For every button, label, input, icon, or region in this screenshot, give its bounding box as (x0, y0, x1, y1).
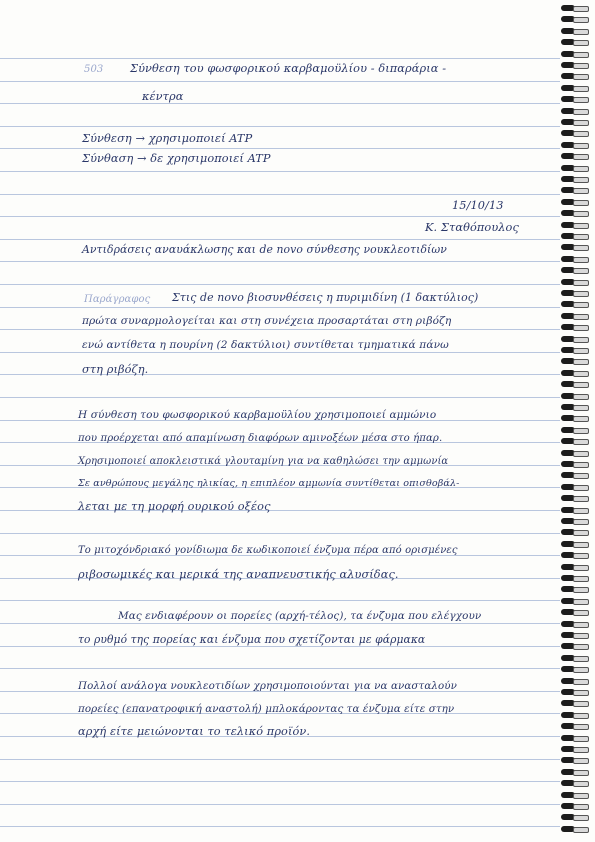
ruled-line (0, 284, 560, 285)
paragraph-label: Παράγραφος (84, 294, 151, 305)
spiral-loop (561, 357, 589, 365)
spiral-loop (561, 768, 589, 776)
spiral-loop (561, 129, 589, 137)
spiral-loop (561, 335, 589, 343)
spiral-loop (561, 426, 589, 434)
spiral-loop (561, 654, 589, 662)
ruled-line (0, 623, 560, 624)
spiral-loop (561, 528, 589, 536)
ruled-line (0, 216, 560, 217)
spiral-loop (561, 540, 589, 548)
spiral-loop (561, 209, 589, 217)
spiral-loop (561, 369, 589, 377)
spiral-loop (561, 585, 589, 593)
spiral-loop (561, 392, 589, 400)
spiral-loop (561, 61, 589, 69)
spiral-loop (561, 266, 589, 274)
spiral-loop (561, 665, 589, 673)
spiral-loop (561, 72, 589, 80)
spiral-loop (561, 460, 589, 468)
para3-line-1: Το μιτοχόνδριακό γονίδιωμα δε κωδικοποιεί ένζυμα πέρα από ορισμένες (78, 545, 458, 556)
spiral-loop (561, 734, 589, 742)
subtitle: Αντιδράσεις αναυάκλωσης και de novo σύνθεσης νουκλεοτιδίων (82, 243, 447, 256)
spiral-loop (561, 289, 589, 297)
author: Κ. Σταθόπουλος (425, 221, 519, 234)
spiral-loop (561, 437, 589, 445)
spiral-loop (561, 677, 589, 685)
para1-line-4: στη ριβόζη. (82, 363, 149, 376)
para2-line-1: Η σύνθεση του φωσφορικού καρβαμοϋλίου χρησιμοποιεί αμμώνιο (78, 409, 437, 421)
spiral-loop (561, 756, 589, 764)
heading-line-1: Σύνθεση του φωσφορικού καρβαμοϋλίου - διπαράρια - (130, 62, 447, 75)
spiral-loop (561, 186, 589, 194)
rule-synthesis: Σύνθεση → χρησιμοποιεί ATP (82, 132, 253, 145)
para1-line-3: ενώ αντίθετα η πουρίνη (2 δακτύλιοι) συντίθεται τμηματικά πάνω (82, 339, 449, 351)
spiral-loop (561, 517, 589, 525)
spiral-loop (561, 631, 589, 639)
ruled-line (0, 103, 560, 104)
spiral-loop (561, 551, 589, 559)
para2-line-4: Σε ανθρώπους μεγάλης ηλικίας, η επιπλέον αμμωνία συντίθεται οπισθοβάλ- (78, 478, 460, 489)
ruled-line (0, 646, 560, 647)
spiral-loop (561, 323, 589, 331)
spiral-loop (561, 152, 589, 160)
spiral-loop (561, 50, 589, 58)
spiral-loop (561, 483, 589, 491)
spiral-loop (561, 232, 589, 240)
rule-synthase: Σύνθαση → δε χρησιμοποιεί ATP (82, 152, 271, 165)
spiral-loop (561, 688, 589, 696)
spiral-loop (561, 221, 589, 229)
spiral-loop (561, 27, 589, 35)
spiral-loop (561, 642, 589, 650)
ruled-line (0, 759, 560, 760)
spiral-loop (561, 300, 589, 308)
spiral-loop (561, 414, 589, 422)
ruled-line (0, 668, 560, 669)
spiral-loop (561, 494, 589, 502)
heading-line-2: κέντρα (142, 90, 184, 103)
spiral-loop (561, 380, 589, 388)
ruled-line (0, 261, 560, 262)
para4-line-2: το ρυθμό της πορείας και ένζυμα που σχετίζονται με φάρμακα (78, 633, 426, 646)
spiral-loop (561, 255, 589, 263)
ruled-line (0, 126, 560, 127)
spiral-loop (561, 791, 589, 799)
spiral-loop (561, 95, 589, 103)
ruled-line (0, 352, 560, 353)
para5-line-3: αρχή είτε μειώνονται το τελικό προϊόν. (78, 725, 311, 738)
spiral-loop (561, 15, 589, 23)
ruled-line (0, 329, 560, 330)
ruled-line (0, 148, 560, 149)
spiral-loop (561, 745, 589, 753)
spiral-loop (561, 449, 589, 457)
ruled-line (0, 533, 560, 534)
ruled-line (0, 239, 560, 240)
ruled-line (0, 58, 560, 59)
page-number-label: 503 (84, 64, 104, 75)
ruled-line (0, 171, 560, 172)
spiral-loop (561, 4, 589, 12)
spiral-loop (561, 312, 589, 320)
para1-line-2: πρώτα συναρμολογείται και στη συνέχεια προσαρτάται στη ριβόζη (82, 315, 452, 327)
para2-line-2: που προέρχεται από απαμίνωση διαφόρων αμινοξέων μέσα στο ήπαρ. (78, 433, 443, 444)
spiral-loop (561, 278, 589, 286)
ruled-line (0, 397, 560, 398)
para2-line-3: Χρησιμοποιεί αποκλειστικά γλουταμίνη για να καθηλώσει την αμμωνία (78, 456, 449, 467)
ruled-line (0, 600, 560, 601)
para5-line-2: πορείες (επανατροφική αναστολή) μπλοκάροντας τα ένζυμα είτε στην (78, 703, 455, 715)
spiral-loop (561, 563, 589, 571)
spiral-loop (561, 825, 589, 833)
ruled-line (0, 804, 560, 805)
spiral-loop (561, 711, 589, 719)
para4-line-1: Μας ενδιαφέρουν οι πορείες (αρχή-τέλος), τα ένζυμα που ελέγχουν (118, 610, 482, 622)
ruled-line (0, 826, 560, 827)
spiral-loop (561, 141, 589, 149)
spiral-loop (561, 118, 589, 126)
spiral-loop (561, 722, 589, 730)
date: 15/10/13 (452, 199, 504, 212)
spiral-loop (561, 506, 589, 514)
para3-line-2: ριβοσωμικές και μερικά της αναπνευστικής αλυσίδας. (78, 568, 399, 581)
spiral-loop (561, 574, 589, 582)
spiral-loop (561, 243, 589, 251)
spiral-loop (561, 620, 589, 628)
spiral-loop (561, 175, 589, 183)
ruled-line (0, 81, 560, 82)
spiral-loop (561, 346, 589, 354)
spiral-loop (561, 84, 589, 92)
para2-line-5: λεται με τη μορφή ουρικού οξέος (78, 500, 271, 513)
ruled-line (0, 194, 560, 195)
spiral-loop (561, 403, 589, 411)
ruled-line (0, 781, 560, 782)
spiral-loop (561, 107, 589, 115)
para5-line-1: Πολλοί ανάλογα νουκλεοτιδίων χρησιμοποιούνται για να ανασταλούν (78, 680, 458, 692)
spiral-loop (561, 699, 589, 707)
para1-line-1: Στις de novo βιοσυνθέσεις η πυριμιδίνη (1 δακτύλιος) (172, 291, 479, 304)
spiral-loop (561, 38, 589, 46)
spiral-loop (561, 198, 589, 206)
ruled-line (0, 307, 560, 308)
spiral-loop (561, 164, 589, 172)
spiral-loop (561, 802, 589, 810)
spiral-loop (561, 779, 589, 787)
spiral-binding (555, 0, 595, 842)
spiral-loop (561, 597, 589, 605)
spiral-loop (561, 471, 589, 479)
spiral-loop (561, 813, 589, 821)
spiral-loop (561, 608, 589, 616)
